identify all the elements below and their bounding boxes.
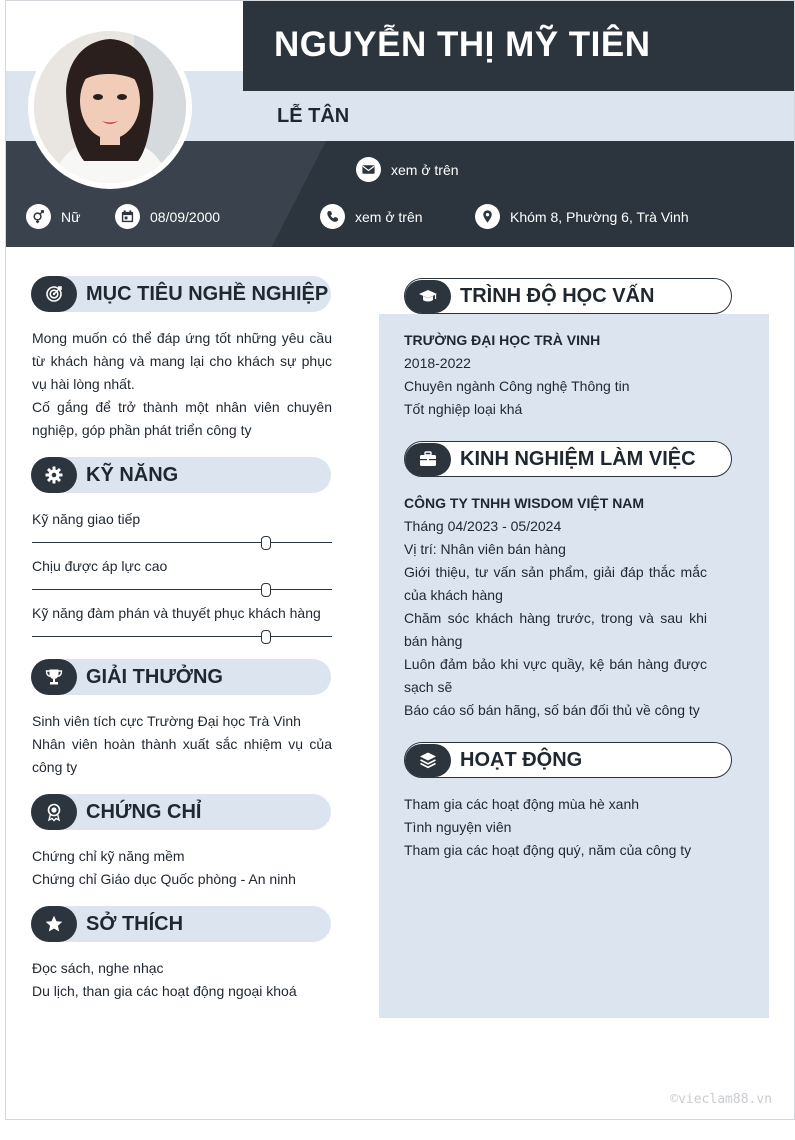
- award-line: Sinh viên tích cực Trường Đại học Trà Vinh: [32, 713, 301, 729]
- cv-page: [5, 0, 795, 1120]
- experience-duty: Báo cáo số bán hãng, số bán đối thủ về công ty: [404, 702, 700, 718]
- medal-icon: [31, 794, 77, 830]
- trophy-icon: [31, 659, 77, 695]
- award-line: Nhân viên hoàn thành xuất sắc nhiệm vụ của công ty: [32, 736, 332, 775]
- avatar: [28, 25, 192, 189]
- graduation-cap-icon: [405, 280, 451, 313]
- experience-period: Tháng 04/2023 - 05/2024: [404, 518, 562, 534]
- contact-address: [475, 204, 689, 229]
- star-icon: [31, 906, 77, 942]
- skill-item: [32, 603, 332, 644]
- gear-icon: [31, 457, 77, 493]
- hobby-line: Du lịch, than gia các hoạt động ngoại khoá: [32, 983, 297, 999]
- education-text: [404, 329, 714, 421]
- contact-gender: [26, 204, 80, 229]
- experience-title: KINH NGHIỆM LÀM VIỆC: [460, 447, 696, 470]
- skill-slider: [32, 583, 332, 597]
- contact-address-text: Khóm 8, Phường 6, Trà Vinh: [510, 208, 689, 225]
- experience-duty: Luôn đảm bảo khi vực quầy, kệ bán hàng được sạch sẽ: [404, 656, 707, 695]
- experience-text: [404, 492, 707, 722]
- skill-label: Kỹ năng đàm phán và thuyết phục khách hàng: [32, 605, 321, 621]
- education-major: Chuyên ngành Công nghệ Thông tin: [404, 378, 630, 394]
- section-header-objective: [31, 276, 331, 312]
- experience-duty: Giới thiệu, tư vấn sản phẩm, giải đáp thắc mắc của khách hàng: [404, 564, 707, 603]
- location-pin-icon: [475, 204, 500, 229]
- contact-birthday-text: 08/09/2000: [150, 208, 221, 225]
- skill-level-knob: [261, 630, 271, 644]
- contact-gender-text: Nữ: [61, 208, 81, 225]
- section-header-experience: [404, 441, 732, 477]
- skill-level-knob: [261, 536, 271, 550]
- skills-title: KỸ NĂNG: [86, 463, 179, 486]
- experience-duty: Chăm sóc khách hàng trước, trong và sau khi bán hàng: [404, 610, 707, 649]
- experience-position: Vị trí: Nhân viên bán hàng: [404, 541, 566, 557]
- section-header-education: [404, 278, 732, 314]
- section-header-certificates: [31, 794, 331, 830]
- skill-slider: [32, 536, 332, 550]
- certificates-text: [32, 845, 332, 891]
- awards-text: [32, 710, 332, 779]
- phone-icon: [320, 204, 345, 229]
- activities-title: HOẠT ĐỘNG: [460, 748, 583, 771]
- certificate-line: Chứng chỉ kỹ năng mềm: [32, 848, 185, 864]
- hobby-line: Đọc sách, nghe nhạc: [32, 960, 164, 976]
- contact-email-text: xem ở trên: [391, 161, 459, 178]
- candidate-name: NGUYỄN THỊ MỸ TIÊN: [274, 25, 651, 64]
- hobbies-text: [32, 957, 332, 1003]
- target-icon: [31, 276, 77, 312]
- activity-line: Tham gia các hoạt động mùa hè xanh: [404, 796, 640, 812]
- avatar-photo: [34, 31, 186, 183]
- skill-item: [32, 556, 332, 597]
- education-period: 2018-2022: [404, 355, 471, 371]
- activities-text: [404, 793, 714, 862]
- skill-item: [32, 509, 332, 550]
- certificate-line: Chứng chỉ Giáo dục Quốc phòng - An ninh: [32, 871, 296, 887]
- contact-phone[interactable]: [320, 204, 423, 229]
- briefcase-icon: [405, 443, 451, 476]
- objective-title: MỤC TIÊU NGHỀ NGHIỆP: [86, 282, 329, 305]
- gender-icon: [26, 204, 51, 229]
- objective-line: Mong muốn có thể đáp ứng tốt những yêu cầu từ khách hàng và mang lại cho khách sự phục vụ hài lòng nhất.: [32, 330, 332, 392]
- contact-phone-text: xem ở trên: [355, 208, 423, 225]
- objective-line: Cố gắng để trở thành một nhân viên chuyên nghiệp, góp phần phát triển công ty: [32, 399, 332, 438]
- contact-email[interactable]: [356, 157, 459, 182]
- email-icon: [356, 157, 381, 182]
- objective-text: [32, 327, 332, 442]
- skill-slider: [32, 630, 332, 644]
- skill-label: Chịu được áp lực cao: [32, 558, 168, 574]
- candidate-role: LỄ TÂN: [277, 105, 350, 127]
- awards-title: GIẢI THƯỞNG: [86, 665, 223, 688]
- skill-level-knob: [261, 583, 271, 597]
- activity-line: Tình nguyện viên: [404, 819, 512, 835]
- experience-company: CÔNG TY TNHH WISDOM VIỆT NAM: [404, 495, 645, 511]
- certificates-title: CHỨNG CHỈ: [86, 800, 202, 823]
- section-header-skills: [31, 457, 331, 493]
- skill-label: Kỹ năng giao tiếp: [32, 511, 141, 527]
- contact-birthday: [115, 204, 220, 229]
- section-header-hobbies: [31, 906, 331, 942]
- hobbies-title: SỞ THÍCH: [86, 912, 184, 935]
- education-grade: Tốt nghiệp loại khá: [404, 401, 523, 417]
- section-header-activities: [404, 742, 732, 778]
- education-school: TRƯỜNG ĐẠI HỌC TRÀ VINH: [404, 332, 601, 348]
- activity-line: Tham gia các hoạt động quý, năm của công ty: [404, 842, 692, 858]
- education-title: TRÌNH ĐỘ HỌC VẤN: [460, 284, 655, 307]
- watermark: ©vieclam88.vn: [670, 1092, 772, 1107]
- section-header-awards: [31, 659, 331, 695]
- layers-icon: [405, 744, 451, 777]
- calendar-icon: [115, 204, 140, 229]
